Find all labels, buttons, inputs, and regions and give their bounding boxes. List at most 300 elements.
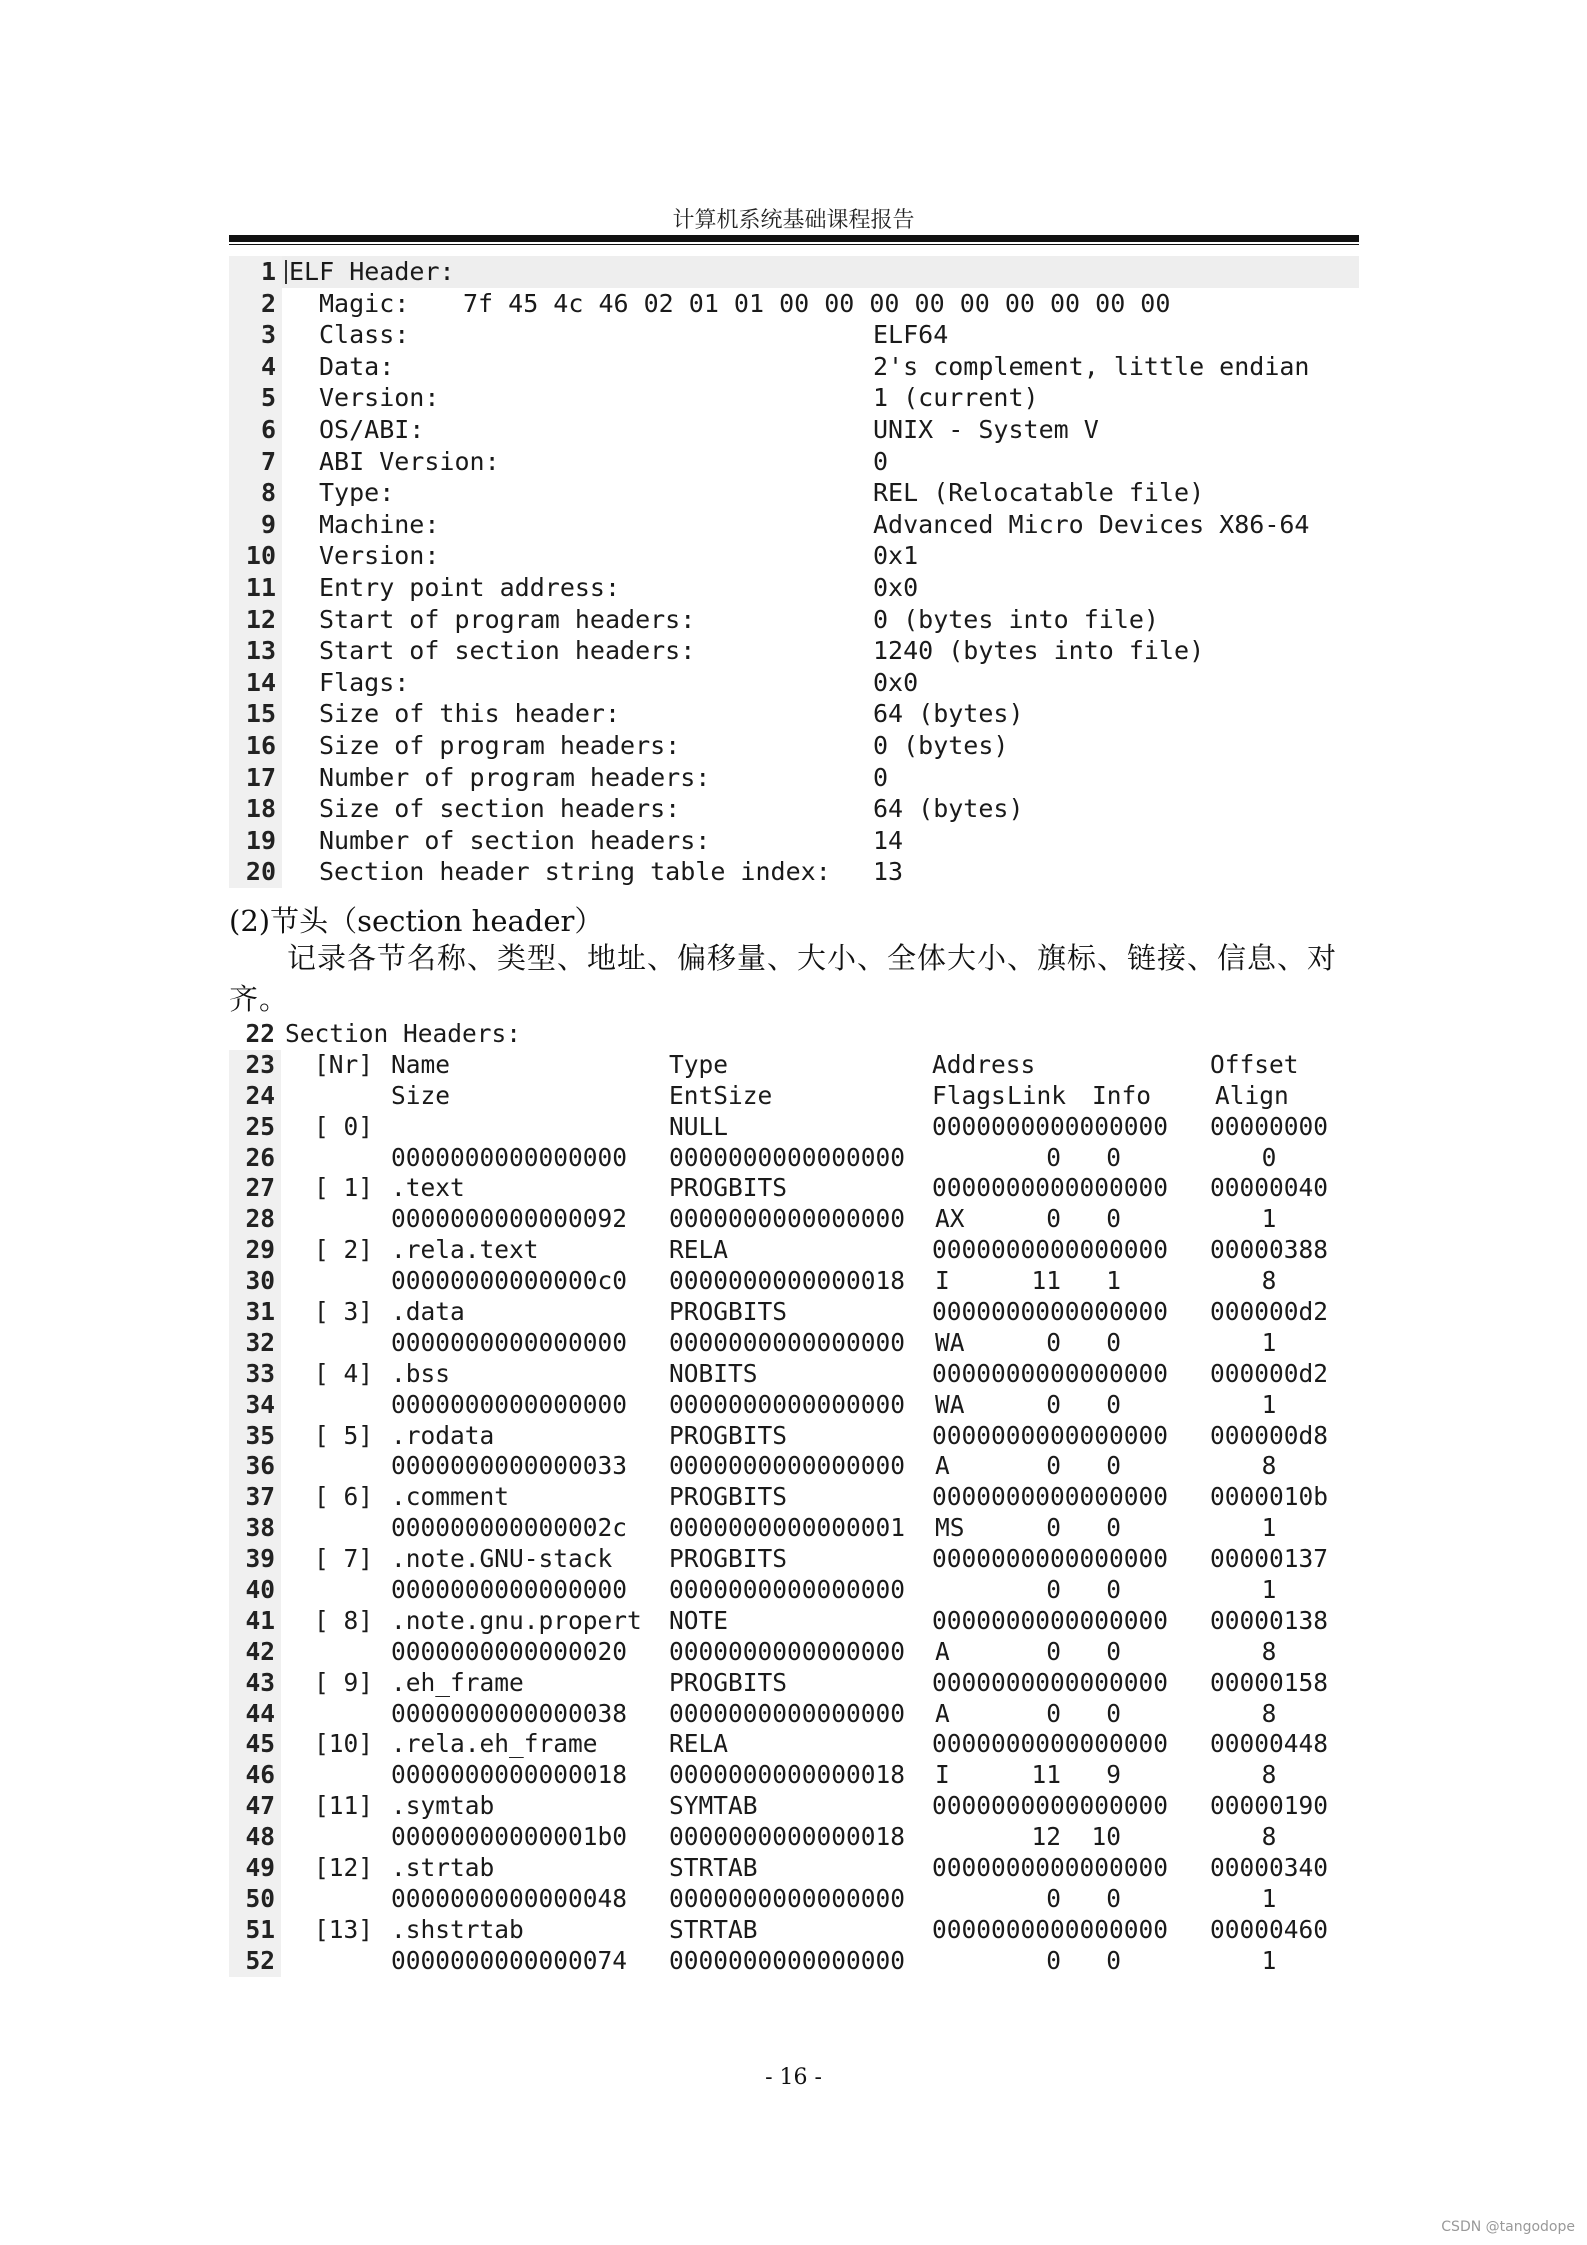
line-number: 39: [245, 1544, 275, 1574]
section-type: PROGBITS: [669, 1420, 788, 1450]
section-name: .shstrtab: [391, 1914, 524, 1944]
section-index: [ 7]: [314, 1544, 374, 1574]
section-align: 1: [1261, 1945, 1277, 1975]
code-line: [229, 1884, 1359, 1915]
section-index: [ 4]: [314, 1358, 374, 1388]
section-offset: 00000340: [1210, 1853, 1329, 1883]
line-number-gutter: [229, 1081, 281, 1112]
line-number: 46: [245, 1760, 275, 1790]
elf-field-value: 13: [873, 857, 904, 887]
elf-title: ELF Header:: [289, 257, 455, 286]
section-link: 12: [1031, 1822, 1061, 1852]
line-number-gutter: [229, 1204, 281, 1235]
code-line: [229, 1451, 1359, 1482]
section-name: .comment: [391, 1482, 510, 1512]
section-entsize: 0000000000000018: [669, 1760, 906, 1790]
section-index: [ 3]: [314, 1297, 374, 1327]
line-number: 24: [245, 1080, 275, 1110]
section-link: 0: [1046, 1698, 1061, 1728]
section-address: 0000000000000000: [932, 1235, 1169, 1265]
section-name: .data: [391, 1297, 465, 1327]
section-entsize: 0000000000000000: [669, 1698, 906, 1728]
code-line: [229, 288, 1359, 320]
line-number: 17: [245, 762, 276, 792]
section-type: PROGBITS: [669, 1297, 788, 1327]
line-number-gutter: [229, 1112, 281, 1143]
section-entsize: 0000000000000000: [669, 1327, 906, 1357]
code-line: [229, 1050, 1359, 1081]
line-number: 9: [260, 509, 276, 539]
line-number-gutter: [229, 667, 282, 699]
code-line: [229, 1081, 1359, 1112]
section-info: 0: [1106, 1451, 1121, 1481]
section-address: 0000000000000000: [932, 1729, 1169, 1759]
section-offset: 00000000: [1210, 1111, 1329, 1141]
line-number-gutter: [229, 1019, 281, 1050]
section-align: 1: [1261, 1327, 1277, 1357]
page-header-title: 计算机系统基础课程报告: [672, 208, 915, 233]
section-index: [ 5]: [314, 1420, 374, 1450]
section-size: 0000000000000020: [391, 1636, 628, 1666]
section-link: 0: [1046, 1513, 1061, 1543]
section-index: [12]: [314, 1853, 374, 1883]
line-number-gutter: [229, 1235, 281, 1266]
column-header-align: Align: [1215, 1080, 1289, 1110]
section-offset: 00000040: [1210, 1173, 1329, 1203]
section-link: 0: [1046, 1389, 1061, 1419]
section-align: 1: [1261, 1883, 1277, 1913]
section-offset: 000000d2: [1210, 1297, 1329, 1327]
elf-field-value: 0: [873, 446, 889, 476]
elf-field-value: Advanced Micro Devices X86-64: [873, 509, 1310, 539]
code-line: [229, 1328, 1359, 1359]
elf-field-value: 0 (bytes into file): [873, 604, 1159, 634]
section-align: 1: [1261, 1513, 1277, 1543]
section-offset: 00000190: [1210, 1791, 1329, 1821]
elf-field-key: Class:: [319, 320, 410, 350]
code-line: [229, 1173, 1359, 1204]
section-info: 0: [1106, 1636, 1121, 1666]
column-header-type: Type: [669, 1049, 729, 1079]
elf-field-value: UNIX - System V: [873, 414, 1099, 444]
section-type: NOTE: [669, 1605, 729, 1635]
code-line: [229, 825, 1359, 857]
elf-field-value: ELF64: [873, 320, 949, 350]
code-line: [229, 1266, 1359, 1297]
line-number-gutter: [229, 1575, 281, 1606]
line-number-gutter: [229, 477, 282, 509]
code-line: [229, 1668, 1359, 1699]
line-number: 43: [245, 1667, 275, 1697]
section-index: [ 2]: [314, 1235, 374, 1265]
elf-field-value: 1 (current): [873, 383, 1039, 413]
elf-field-key: Type:: [319, 478, 395, 508]
elf-field-value: 14: [873, 825, 904, 855]
section-type: PROGBITS: [669, 1173, 788, 1203]
column-header-link: Link: [1007, 1080, 1067, 1110]
code-line: [229, 730, 1359, 762]
section-flags: WA: [935, 1327, 965, 1357]
elf-field-value: 0x1: [873, 541, 919, 571]
line-number-gutter: [229, 1760, 281, 1791]
code-line: [229, 1544, 1359, 1575]
elf-field-key: Magic:: [319, 288, 410, 318]
line-number: 38: [245, 1513, 275, 1543]
elf-field-value: 2's complement, little endian: [873, 351, 1310, 381]
section-entsize: 0000000000000000: [669, 1204, 906, 1234]
code-line: [229, 1513, 1359, 1544]
line-number-gutter: [229, 1421, 281, 1452]
section-offset: 00000137: [1210, 1544, 1329, 1574]
section-entsize: 0000000000000018: [669, 1266, 906, 1296]
section-align: 8: [1261, 1760, 1277, 1790]
section-align: 0: [1261, 1142, 1277, 1172]
page-number: - 16 -: [765, 2065, 822, 2090]
section-link: 0: [1046, 1204, 1061, 1234]
line-number: 3: [260, 320, 276, 350]
line-number-gutter: [229, 1359, 281, 1390]
line-number-gutter: [229, 446, 282, 478]
section-info: 0: [1106, 1883, 1121, 1913]
line-number-gutter: [229, 1544, 281, 1575]
code-line: [229, 414, 1359, 446]
code-line: [229, 1482, 1359, 1513]
elf-field-key: Size of program headers:: [319, 730, 681, 760]
elf-field-key: Entry point address:: [319, 572, 621, 602]
section-align: 8: [1261, 1266, 1277, 1296]
elf-field-key: Start of program headers:: [319, 604, 696, 634]
section-name: .note.GNU-stack: [391, 1544, 613, 1574]
section-address: 0000000000000000: [932, 1544, 1169, 1574]
column-header-entsize: EntSize: [669, 1080, 773, 1110]
line-number: 12: [245, 604, 276, 634]
line-number-gutter: [229, 288, 282, 320]
column-header-address: Address: [932, 1049, 1036, 1079]
code-line: [229, 382, 1359, 414]
header-thick-rule: [229, 235, 1359, 242]
line-number-gutter: [229, 762, 282, 794]
section-address: 0000000000000000: [932, 1420, 1169, 1450]
line-number-gutter: [229, 414, 282, 446]
line-number: 15: [245, 699, 276, 729]
section-name: .rodata: [391, 1420, 495, 1450]
section-name: .eh_frame: [391, 1667, 524, 1697]
section-align: 1: [1261, 1204, 1277, 1234]
line-number-gutter: [229, 1482, 281, 1513]
section-info: 0: [1106, 1513, 1121, 1543]
section-link: 0: [1046, 1945, 1061, 1975]
section-name: .rela.eh_frame: [391, 1729, 598, 1759]
elf-field-value: 64 (bytes): [873, 794, 1024, 824]
section-address: 0000000000000000: [932, 1605, 1169, 1635]
section-align: 8: [1261, 1698, 1277, 1728]
line-number-gutter: [229, 1915, 281, 1946]
line-number: 25: [245, 1111, 275, 1141]
section-size: 0000000000000018: [391, 1760, 628, 1790]
line-number: 11: [245, 572, 276, 602]
column-header-info: Info: [1092, 1080, 1152, 1110]
section-offset: 00000388: [1210, 1235, 1329, 1265]
line-number: 2: [260, 288, 276, 318]
section-size: 0000000000000048: [391, 1883, 628, 1913]
line-number: 31: [245, 1297, 275, 1327]
section-entsize: 0000000000000000: [669, 1451, 906, 1481]
line-number: 5: [260, 383, 276, 413]
section-name: .text: [391, 1173, 465, 1203]
section-info: 1: [1106, 1266, 1121, 1296]
line-number-gutter: [229, 730, 282, 762]
line-number: 36: [245, 1451, 275, 1481]
section-link: 0: [1046, 1142, 1061, 1172]
section-entsize: 0000000000000018: [669, 1822, 906, 1852]
code-line: [229, 762, 1359, 794]
section-info: 0: [1106, 1698, 1121, 1728]
header-thin-rule: [229, 244, 1359, 245]
section-link: 0: [1046, 1451, 1061, 1481]
line-number-gutter: [229, 1699, 281, 1730]
section-info: 9: [1106, 1760, 1121, 1790]
line-number: 8: [260, 478, 276, 508]
code-line: [229, 604, 1359, 636]
section-flags: AX: [935, 1204, 965, 1234]
section-index: [ 9]: [314, 1667, 374, 1697]
column-header-name: Name: [391, 1049, 451, 1079]
line-number: 47: [245, 1791, 275, 1821]
code-line: [229, 1760, 1359, 1791]
line-number-gutter: [229, 256, 282, 288]
section-align: 8: [1261, 1636, 1277, 1666]
section-index: [11]: [314, 1791, 374, 1821]
line-number-gutter: [229, 698, 282, 730]
section-index: [ 8]: [314, 1605, 374, 1635]
code-line: [229, 1297, 1359, 1328]
section-type: RELA: [669, 1235, 729, 1265]
section-flags: A: [935, 1636, 950, 1666]
line-number-gutter: [229, 1173, 281, 1204]
section-entsize: 0000000000000000: [669, 1636, 906, 1666]
section-size: 0000000000000038: [391, 1698, 628, 1728]
section-size: 0000000000000074: [391, 1945, 628, 1975]
line-number-gutter: [229, 1946, 281, 1977]
code-line: [229, 572, 1359, 604]
line-number: 40: [245, 1575, 275, 1605]
line-number-gutter: [229, 825, 282, 857]
line-number: 13: [245, 636, 276, 666]
elf-field-key: Flags:: [319, 667, 410, 697]
line-number-gutter: [229, 856, 282, 888]
code-line: [229, 1946, 1359, 1977]
section-align: 1: [1261, 1575, 1277, 1605]
section-align: 8: [1261, 1451, 1277, 1481]
elf-field-key: Machine:: [319, 509, 440, 539]
section-name: .strtab: [391, 1853, 495, 1883]
section-type: RELA: [669, 1729, 729, 1759]
section-entsize: 0000000000000000: [669, 1142, 906, 1172]
line-number: 23: [245, 1049, 275, 1079]
elf-field-value: 0x0: [873, 667, 919, 697]
elf-field-key: Size of this header:: [319, 699, 621, 729]
section-link: 0: [1046, 1327, 1061, 1357]
section-address: 0000000000000000: [932, 1358, 1169, 1388]
section-size: 00000000000000c0: [391, 1266, 628, 1296]
section-headers-title: Section Headers:: [285, 1019, 522, 1048]
code-line: [229, 319, 1359, 351]
line-number: 14: [245, 667, 276, 697]
section-size: 0000000000000000: [391, 1142, 628, 1172]
line-number: 50: [245, 1883, 275, 1913]
line-number-gutter: [229, 1451, 281, 1482]
section-index: [13]: [314, 1914, 374, 1944]
section-link: 0: [1046, 1636, 1061, 1666]
section-type: NOBITS: [669, 1358, 758, 1388]
section-align: 8: [1261, 1822, 1277, 1852]
code-line: [229, 1915, 1359, 1946]
code-line: [229, 351, 1359, 383]
code-line: [229, 256, 1359, 288]
section-offset: 0000010b: [1210, 1482, 1329, 1512]
section-headers-code-block: [229, 1019, 1359, 1977]
line-number: 16: [245, 730, 276, 760]
line-number: 32: [245, 1327, 275, 1357]
line-number-gutter: [229, 1266, 281, 1297]
code-line: [229, 1235, 1359, 1266]
code-line: [229, 793, 1359, 825]
line-number: 27: [245, 1173, 275, 1203]
text-cursor: [285, 260, 287, 284]
line-number: 19: [245, 825, 276, 855]
code-line: [229, 1112, 1359, 1143]
section-name: .bss: [391, 1358, 451, 1388]
section-index: [ 6]: [314, 1482, 374, 1512]
section-type: STRTAB: [669, 1853, 758, 1883]
section-address: 0000000000000000: [932, 1297, 1169, 1327]
code-line: [229, 1637, 1359, 1668]
line-number-gutter: [229, 1297, 281, 1328]
section-name: .rela.text: [391, 1235, 539, 1265]
section-index: [10]: [314, 1729, 374, 1759]
section-info: 0: [1106, 1945, 1121, 1975]
line-number: 1: [260, 257, 276, 286]
section-address: 0000000000000000: [932, 1173, 1169, 1203]
section-info: 0: [1106, 1142, 1121, 1172]
line-number: 48: [245, 1822, 275, 1852]
section-address: 0000000000000000: [932, 1482, 1169, 1512]
code-line: [229, 540, 1359, 572]
section-flags: I: [935, 1266, 950, 1296]
line-number: 30: [245, 1266, 275, 1296]
elf-field-key: Version:: [319, 383, 440, 413]
line-number: 35: [245, 1420, 275, 1450]
line-number: 18: [245, 794, 276, 824]
section-address: 0000000000000000: [932, 1111, 1169, 1141]
line-number: 10: [245, 541, 276, 571]
section-link: 0: [1046, 1575, 1061, 1605]
section-size: 0000000000000000: [391, 1575, 628, 1605]
section-entsize: 0000000000000000: [669, 1945, 906, 1975]
line-number-gutter: [229, 540, 282, 572]
section-type: PROGBITS: [669, 1544, 788, 1574]
code-line: [229, 1019, 1359, 1050]
line-number: 26: [245, 1142, 275, 1172]
section-heading: (2)节头（section header）: [229, 904, 604, 938]
section-entsize: 0000000000000000: [669, 1389, 906, 1419]
section-info: 0: [1106, 1575, 1121, 1605]
elf-field-key: Number of section headers:: [319, 825, 711, 855]
section-size: 000000000000002c: [391, 1513, 628, 1543]
line-number-gutter: [229, 1668, 281, 1699]
elf-field-value: 7f 45 4c 46 02 01 01 00 00 00 00 00 00 00 00 00: [463, 288, 1171, 318]
line-number-gutter: [229, 572, 282, 604]
line-number: 33: [245, 1358, 275, 1388]
section-name: .symtab: [391, 1791, 495, 1821]
section-description-paragraph: 记录各节名称、类型、地址、偏移量、大小、全体大小、旗标、链接、信息、对齐。: [229, 941, 1338, 1016]
section-size: 0000000000000033: [391, 1451, 628, 1481]
line-number: 52: [245, 1945, 275, 1975]
section-link: 0: [1046, 1883, 1061, 1913]
section-info: 0: [1106, 1204, 1121, 1234]
section-offset: 00000448: [1210, 1729, 1329, 1759]
line-number-gutter: [229, 1606, 281, 1637]
line-number: 28: [245, 1204, 275, 1234]
section-index: [ 1]: [314, 1173, 374, 1203]
elf-header-code-block: [229, 256, 1359, 888]
line-number: 29: [245, 1235, 275, 1265]
section-offset: 00000460: [1210, 1914, 1329, 1944]
section-offset: 000000d2: [1210, 1358, 1329, 1388]
code-line: [229, 509, 1359, 541]
section-type: PROGBITS: [669, 1482, 788, 1512]
elf-field-value: 64 (bytes): [873, 699, 1024, 729]
line-number: 41: [245, 1605, 275, 1635]
code-line: [229, 1421, 1359, 1452]
code-line: [229, 698, 1359, 730]
section-flags: MS: [935, 1513, 965, 1543]
line-number-gutter: [229, 1050, 281, 1081]
line-number-gutter: [229, 1791, 281, 1822]
code-line: [229, 1729, 1359, 1760]
column-header-flags: Flags: [932, 1080, 1006, 1110]
code-line: [229, 1390, 1359, 1421]
section-address: 0000000000000000: [932, 1791, 1169, 1821]
elf-field-key: Data:: [319, 351, 395, 381]
section-type: PROGBITS: [669, 1667, 788, 1697]
column-header-nr: [Nr]: [314, 1049, 374, 1079]
line-number: 45: [245, 1729, 275, 1759]
elf-field-value: 0x0: [873, 572, 919, 602]
elf-field-value: 1240 (bytes into file): [873, 636, 1205, 666]
elf-field-key: ABI Version:: [319, 446, 500, 476]
line-number: 44: [245, 1698, 275, 1728]
section-flags: A: [935, 1698, 950, 1728]
line-number: 42: [245, 1636, 275, 1666]
line-number: 49: [245, 1853, 275, 1883]
code-line: [229, 856, 1359, 888]
section-link: 11: [1031, 1266, 1061, 1296]
section-offset: 00000138: [1210, 1605, 1329, 1635]
line-number: 34: [245, 1389, 275, 1419]
line-number-gutter: [229, 351, 282, 383]
code-line: [229, 1606, 1359, 1637]
elf-field-key: Number of program headers:: [319, 762, 711, 792]
section-type: NULL: [669, 1111, 729, 1141]
section-type: SYMTAB: [669, 1791, 758, 1821]
code-line: [229, 1204, 1359, 1235]
section-offset: 00000158: [1210, 1667, 1329, 1697]
code-line: [229, 635, 1359, 667]
elf-field-key: Size of section headers:: [319, 794, 681, 824]
section-address: 0000000000000000: [932, 1667, 1169, 1697]
line-number: 20: [245, 857, 276, 887]
